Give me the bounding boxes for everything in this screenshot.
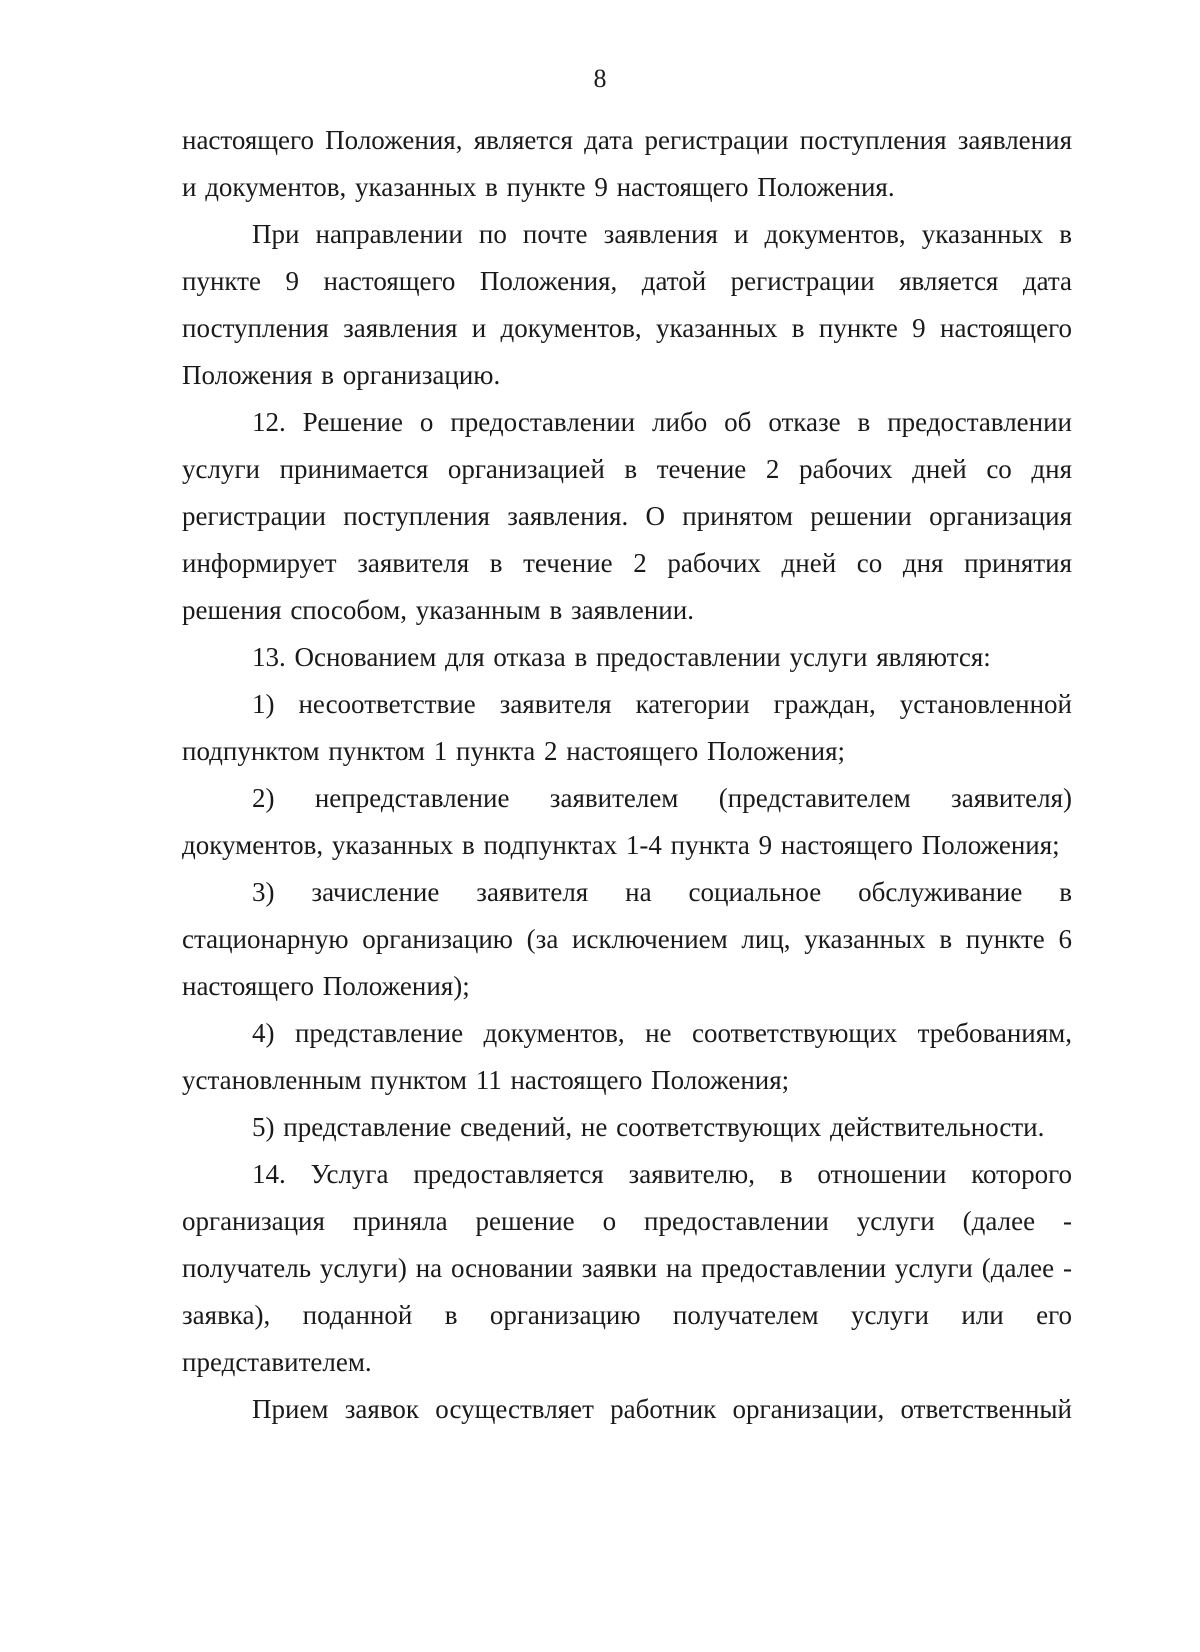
list-item-2: 2) непредставление заявителем (представителем заявителя) документов, указанных в подпунктах 1-4 пункта 9 настоящего Положения;: [182, 783, 1072, 860]
paragraph-applications-intake: Прием заявок осуществляет работник организации, ответственный: [252, 1394, 1072, 1424]
paragraph-12-decision: 12. Решение о предоставлении либо об отказе в предоставлении услуги принимается организацией в течение 2 рабочих дней со дня регистрации поступления заявления. О принятом решении организация информирует заявителя в течение 2 рабочих дней со дня принятия решения способом, указанным в заявлении.: [182, 407, 1072, 625]
list-item-3: 3) зачисление заявителя на социальное обслуживание в стационарную организацию (за исключением лиц, указанных в пункте 6 настоящего Положения);: [182, 877, 1072, 1001]
paragraph-continuation: настоящего Положения, является дата регистрации поступления заявления и документов, указанных в пункте 9 настоящего Положения.: [182, 125, 1072, 202]
document-body: [182, 117, 1072, 1433]
paragraph-postal-registration: При направлении по почте заявления и документов, указанных в пункте 9 настоящего Положения, датой регистрации является дата поступления заявления и документов, указанных в пункте 9 настоящего Положения в организацию.: [182, 219, 1072, 390]
list-item-1: 1) несоответствие заявителя категории граждан, установленной подпунктом пунктом 1 пункта 2 настоящего Положения;: [182, 689, 1072, 766]
paragraph-14-service: 14. Услуга предоставляется заявителю, в отношении которого организация приняла решение о предоставлении услуги (далее - получатель услуги) на основании заявки на предоставлении услуги (далее - заявка), поданной в организацию получателем услуги или его представителем.: [182, 1159, 1072, 1377]
page-number: 8: [593, 64, 607, 93]
list-item-4: 4) представление документов, не соответствующих требованиям, установленным пунктом 11 настоящего Положения;: [182, 1018, 1072, 1095]
paragraph-13-refusal-grounds: 13. Основанием для отказа в предоставлении услуги являются:: [252, 642, 991, 672]
list-item-5: 5) представление сведений, не соответствующих действительности.: [252, 1112, 1045, 1142]
